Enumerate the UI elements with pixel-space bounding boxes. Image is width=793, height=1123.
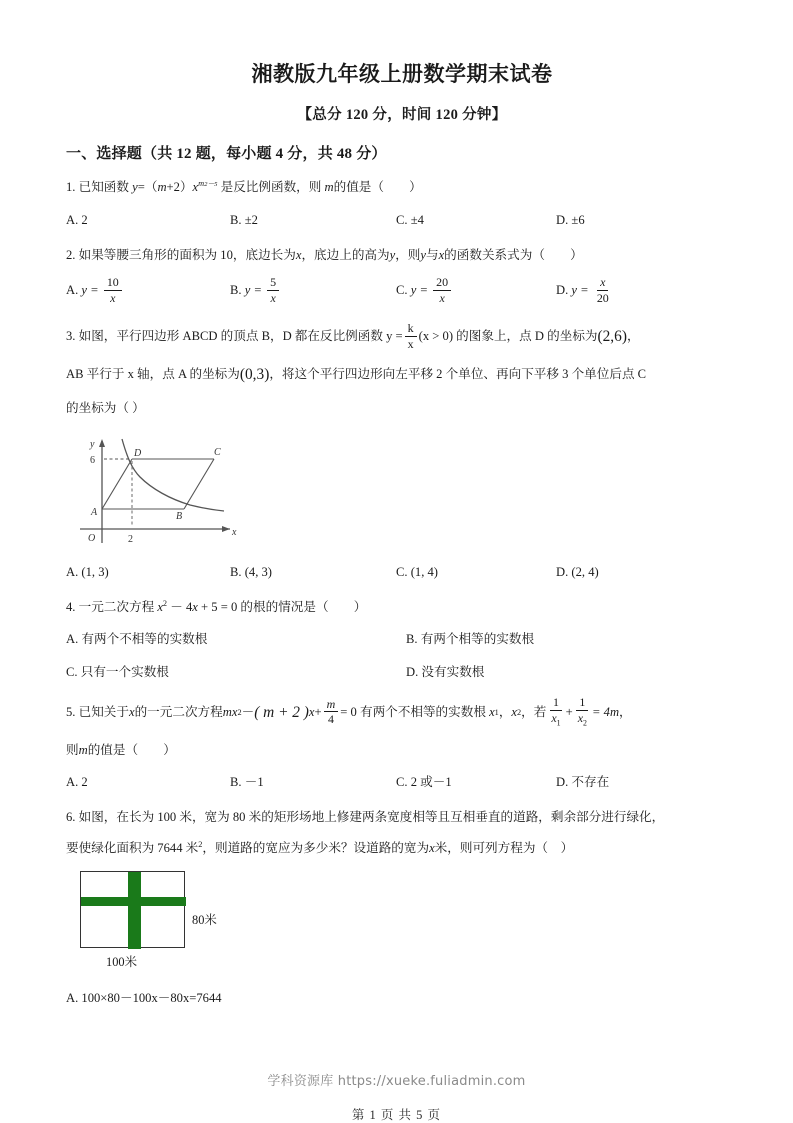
q2-option-c-fraction bbox=[433, 276, 451, 304]
q2-number: 2. bbox=[66, 247, 76, 262]
q4-option-b-label: B. bbox=[406, 632, 418, 647]
q2-option-a-den: x bbox=[110, 290, 116, 305]
point-label-c: C bbox=[214, 446, 221, 458]
q2-option-d-fraction bbox=[594, 276, 612, 304]
q6-line2-b: ，则道路的宽应为多少米？设道路的宽为 bbox=[202, 841, 430, 856]
q3-option-b-label: B. bbox=[230, 565, 242, 580]
q2-option-b-label: B. bbox=[230, 283, 242, 298]
q5-root1-sub: 1 bbox=[494, 707, 499, 717]
q5-plus: + bbox=[565, 705, 573, 720]
question-5-options bbox=[66, 773, 738, 793]
q3-option-d-value: (2, 4) bbox=[571, 565, 599, 580]
q3-coord-d: (2,6) bbox=[597, 328, 627, 346]
q3-line1-b: (x > 0) 的图象上，点 D 的坐标为 bbox=[418, 329, 598, 344]
question-4-options-row2 bbox=[66, 663, 738, 683]
axis-label-y: y bbox=[90, 438, 95, 450]
q4-option-b[interactable] bbox=[406, 630, 746, 650]
q2-option-c-lhs: y = bbox=[410, 283, 428, 298]
q2-option-d-num: x bbox=[597, 276, 608, 291]
q1-option-d-value: ±6 bbox=[571, 213, 585, 228]
question-2-stem bbox=[66, 246, 738, 266]
q4-option-c-value: 只有一个实数根 bbox=[80, 664, 169, 679]
q5-f2-den: x bbox=[577, 710, 584, 725]
question-4-options-row1 bbox=[66, 630, 738, 650]
question-3-stem-line1 bbox=[66, 323, 738, 351]
q2-stem-p3: ，则 bbox=[395, 247, 421, 262]
tick-label-x-2: 2 bbox=[128, 533, 133, 545]
point-label-b: B bbox=[176, 510, 183, 522]
q1-option-a[interactable] bbox=[66, 211, 230, 231]
q5-root2-sub: 2 bbox=[517, 707, 522, 717]
q1-option-d[interactable] bbox=[556, 211, 726, 231]
vertical-road bbox=[128, 872, 141, 949]
q5-root1: x bbox=[489, 705, 495, 720]
q2-var-x2: x bbox=[438, 247, 445, 262]
q5-eq-end: = 0 有两个不相等的实数根 bbox=[340, 705, 486, 720]
q3-k-over-x-fraction bbox=[405, 322, 417, 350]
q4-var-x: x bbox=[157, 599, 163, 614]
point-label-d: D bbox=[134, 447, 142, 459]
q4-option-b-value: 有两个相等的实数根 bbox=[420, 632, 535, 647]
q5-option-b[interactable] bbox=[230, 773, 396, 793]
q1-var-y: y bbox=[132, 180, 138, 195]
q3-frac-den: x bbox=[407, 336, 414, 351]
q6-option-a[interactable]: A. 100×80－100x－80x=7644 bbox=[66, 990, 222, 1005]
q2-var-x1: x bbox=[295, 247, 302, 262]
q3-line2-a: AB 平行于 x 轴，点 A 的坐标为 bbox=[66, 367, 240, 382]
q3-option-a-value: (1, 3) bbox=[81, 565, 109, 580]
origin-label: O bbox=[88, 532, 96, 544]
q2-option-a-fraction bbox=[104, 276, 122, 304]
q4-stem-rest: + 5 = 0 的根的情况是（ ） bbox=[201, 599, 367, 614]
q6-number: 6. bbox=[66, 809, 76, 824]
q5-frac-num: m bbox=[324, 698, 339, 713]
q2-option-b-den: x bbox=[270, 290, 276, 305]
question-5-stem-line1 bbox=[66, 697, 738, 728]
q4-exponent-2: 2 bbox=[162, 598, 168, 608]
q5-eq-x: x bbox=[231, 705, 238, 720]
question-4 bbox=[66, 598, 738, 683]
q2-option-c-den: x bbox=[439, 290, 445, 305]
q4-option-d-label: D. bbox=[406, 664, 419, 679]
q4-option-a-label: A. bbox=[66, 632, 79, 647]
q3-line1-a: 如图，平行四边形 ABCD 的顶点 B，D 都在反比例函数 y = bbox=[78, 329, 403, 344]
q3-option-c-label: C. bbox=[396, 565, 408, 580]
q4-option-d-value: 没有实数根 bbox=[421, 664, 485, 679]
q5-comma2: ， bbox=[619, 705, 632, 720]
q5-eq-plus: + bbox=[314, 705, 322, 720]
q1-eq: =（ bbox=[137, 180, 158, 195]
question-3-figure bbox=[72, 431, 738, 556]
q2-option-d-den: 20 bbox=[596, 290, 609, 305]
q5-eq-rhs: = 4m bbox=[592, 705, 620, 720]
question-2 bbox=[66, 246, 738, 309]
q2-stem-p5: 的函数关系式为（ ） bbox=[444, 247, 583, 262]
q1-stem-a: 已知函数 bbox=[78, 180, 129, 195]
q5-var-x: x bbox=[128, 705, 135, 720]
q1-option-d-label: D. bbox=[556, 213, 569, 228]
q4-number: 4. bbox=[66, 599, 76, 614]
q5-line2-a: 则 bbox=[66, 742, 79, 757]
q2-option-c-num: 20 bbox=[433, 276, 451, 291]
q5-option-d-label: D. bbox=[556, 775, 569, 790]
q2-option-d-label: D. bbox=[556, 283, 569, 298]
q5-f1-den: x bbox=[551, 710, 557, 725]
q2-var-y1: y bbox=[389, 247, 396, 262]
q2-stem-p4: 与 bbox=[425, 247, 439, 262]
page-content bbox=[66, 46, 738, 1008]
site-watermark: 学科资源库 https://xueke.fuliadmin.com bbox=[267, 1074, 526, 1089]
q3-coord-a: (0,3) bbox=[239, 366, 270, 384]
question-3-stem-line3: 的坐标为（ ） bbox=[66, 401, 145, 416]
question-3 bbox=[66, 323, 738, 583]
q5-m-over-4-fraction bbox=[324, 698, 339, 726]
q2-option-b-lhs: y = bbox=[244, 283, 262, 298]
q2-stem-p2: ，底边上的高为 bbox=[301, 247, 390, 262]
q4-var-x2: x bbox=[192, 599, 198, 614]
q3-option-a-label: A. bbox=[66, 565, 79, 580]
q3-frac-num: k bbox=[405, 322, 417, 337]
question-1-options bbox=[66, 211, 738, 231]
q5-f2-num: 1 bbox=[576, 696, 588, 711]
q4-option-c[interactable] bbox=[66, 663, 406, 683]
q3-option-a[interactable] bbox=[66, 563, 230, 583]
q5-eq-paren: ( m + 2 ) bbox=[254, 704, 309, 722]
q3-option-b[interactable] bbox=[230, 563, 396, 583]
q5-option-c-label: C. bbox=[396, 775, 408, 790]
q5-f1-num: 1 bbox=[550, 696, 562, 711]
q5-option-d[interactable] bbox=[556, 773, 726, 793]
q5-eq-mid: － bbox=[241, 705, 255, 720]
q2-option-d-lhs: y = bbox=[571, 283, 589, 298]
q1-number: 1. bbox=[66, 180, 76, 195]
q4-option-c-label: C. bbox=[66, 664, 78, 679]
q3-option-d[interactable] bbox=[556, 563, 726, 583]
q4-minus4: － 4 bbox=[170, 599, 193, 614]
q5-frac-den: 4 bbox=[327, 712, 334, 727]
q1-var-m: m bbox=[157, 180, 167, 195]
q5-option-a[interactable] bbox=[66, 773, 230, 793]
rectangle-field bbox=[80, 871, 185, 948]
q5-option-b-value: －1 bbox=[244, 775, 264, 790]
q4-option-a[interactable] bbox=[66, 630, 406, 650]
page-subtitle: 【总分 120 分，时间 120 分钟】 bbox=[297, 107, 507, 124]
q2-option-a-lhs: y = bbox=[81, 283, 99, 298]
q1-plus2: +2） bbox=[166, 180, 193, 195]
q1-option-c-value: ±4 bbox=[410, 213, 424, 228]
q2-option-a[interactable] bbox=[66, 277, 230, 305]
q2-option-c-label: C. bbox=[396, 283, 408, 298]
q5-comma: ， bbox=[498, 705, 512, 720]
q5-root2: x bbox=[511, 705, 518, 720]
q5-one-over-x1-fraction bbox=[548, 696, 563, 727]
q5-line1-b: 的一元二次方程 bbox=[134, 705, 223, 720]
q1-option-c-label: C. bbox=[396, 213, 408, 228]
q5-line1-c: ，若 bbox=[521, 705, 547, 720]
question-1-stem bbox=[66, 178, 738, 198]
q6-line1: 如图，在长为 100 米，宽为 80 米的矩形场地上修建两条宽度相等且互相垂直的道路，剩余部分进行绿化， bbox=[78, 809, 665, 824]
q1-exponent-base: m bbox=[198, 179, 205, 189]
q4-option-a-value: 有两个不相等的实数根 bbox=[81, 632, 208, 647]
q5-option-b-label: B. bbox=[230, 775, 242, 790]
q4-option-d[interactable] bbox=[406, 663, 746, 683]
question-4-stem bbox=[66, 598, 738, 618]
q1-stem-b: 是反比例函数，则 bbox=[220, 180, 322, 195]
q2-var-y2: y bbox=[420, 247, 426, 262]
q2-option-b-fraction bbox=[267, 276, 279, 304]
q1-stem-c: 的值是（ ） bbox=[333, 180, 422, 195]
q5-line1-a: 已知关于 bbox=[78, 705, 129, 720]
q5-option-c[interactable] bbox=[396, 773, 556, 793]
q2-stem-p1: 如果等腰三角形的面积为 10，底边长为 bbox=[78, 247, 296, 262]
q4-stem-a: 一元二次方程 bbox=[78, 599, 155, 614]
question-6-figure bbox=[74, 869, 324, 981]
q2-option-b-num: 5 bbox=[267, 276, 279, 291]
q2-option-a-label: A. bbox=[66, 283, 79, 298]
q6-var-x: x bbox=[429, 841, 435, 856]
coordinate-plane-diagram bbox=[72, 431, 262, 549]
tick-label-y-6: 6 bbox=[90, 454, 95, 466]
q5-eq-m: m bbox=[222, 705, 232, 720]
q5-f1-den-sub: 1 bbox=[556, 718, 561, 728]
question-6-stem-line1 bbox=[66, 808, 738, 828]
q3-line1-c: ， bbox=[626, 329, 640, 344]
q1-var-m2: m bbox=[324, 180, 334, 195]
q5-line2-b: 的值是（ ） bbox=[87, 742, 176, 757]
page-footer: 第 1 页 共 5 页 bbox=[351, 1108, 442, 1122]
q5-f2-den-sub: 2 bbox=[583, 718, 587, 728]
q5-line2-m: m bbox=[78, 742, 88, 757]
q5-one-over-x2-fraction bbox=[575, 696, 590, 727]
q2-option-d[interactable] bbox=[556, 277, 726, 305]
q1-var-x: x bbox=[192, 180, 199, 195]
q1-option-b-label: B. bbox=[230, 213, 242, 228]
q5-option-d-value: 不存在 bbox=[571, 775, 610, 790]
question-6-stem-line2 bbox=[66, 839, 738, 859]
question-2-options bbox=[66, 274, 738, 308]
question-3-stem-line2 bbox=[66, 363, 738, 387]
q3-option-c[interactable] bbox=[396, 563, 556, 583]
axis-label-x: x bbox=[232, 526, 237, 538]
q3-option-d-label: D. bbox=[556, 565, 569, 580]
q2-option-c[interactable] bbox=[396, 277, 556, 305]
q3-number: 3. bbox=[66, 329, 76, 344]
q5-exponent-2: 2 bbox=[237, 707, 242, 717]
q2-option-b[interactable] bbox=[230, 277, 396, 305]
q6-square-unit: 2 bbox=[198, 840, 203, 850]
q3-option-c-value: (1, 4) bbox=[410, 565, 438, 580]
q1-option-a-label: A. bbox=[66, 213, 79, 228]
q5-option-c-value: 2 或－1 bbox=[410, 775, 452, 790]
q1-exponent bbox=[198, 179, 217, 188]
q1-exponent-rest: 2－5 bbox=[204, 181, 218, 189]
question-5 bbox=[66, 697, 738, 792]
q5-number: 5. bbox=[66, 705, 76, 720]
question-5-stem-line2 bbox=[66, 741, 738, 761]
q6-line2-a: 要使绿化面积为 7644 米 bbox=[66, 841, 199, 856]
q5-option-a-value: 2 bbox=[81, 775, 88, 790]
q5-option-a-label: A. bbox=[66, 775, 79, 790]
q1-option-b-value: ±2 bbox=[244, 213, 258, 228]
q3-option-b-value: (4, 3) bbox=[244, 565, 272, 580]
q3-line2-b: ，将这个平行四边形向左平移 2 个单位、再向下平移 3 个单位后点 C bbox=[269, 367, 647, 382]
q1-option-a-value: 2 bbox=[81, 213, 88, 228]
q1-option-c[interactable] bbox=[396, 211, 556, 231]
q5-eq-x2: x bbox=[308, 705, 315, 720]
question-3-options bbox=[66, 563, 738, 583]
q1-option-b[interactable] bbox=[230, 211, 396, 231]
figure-width-label: 100米 bbox=[106, 954, 137, 969]
question-1 bbox=[66, 178, 738, 230]
q6-line2-c: 米，则可列方程为（ ） bbox=[434, 841, 574, 856]
q2-option-a-num: 10 bbox=[104, 276, 122, 291]
section-title: 一、选择题（共 12 题，每小题 4 分，共 48 分） bbox=[66, 146, 387, 163]
point-label-a: A bbox=[91, 506, 98, 518]
figure-height-label: 80米 bbox=[192, 912, 217, 927]
question-6 bbox=[66, 808, 738, 1009]
page-title: 湘教版九年级上册数学期末试卷 bbox=[251, 62, 553, 86]
